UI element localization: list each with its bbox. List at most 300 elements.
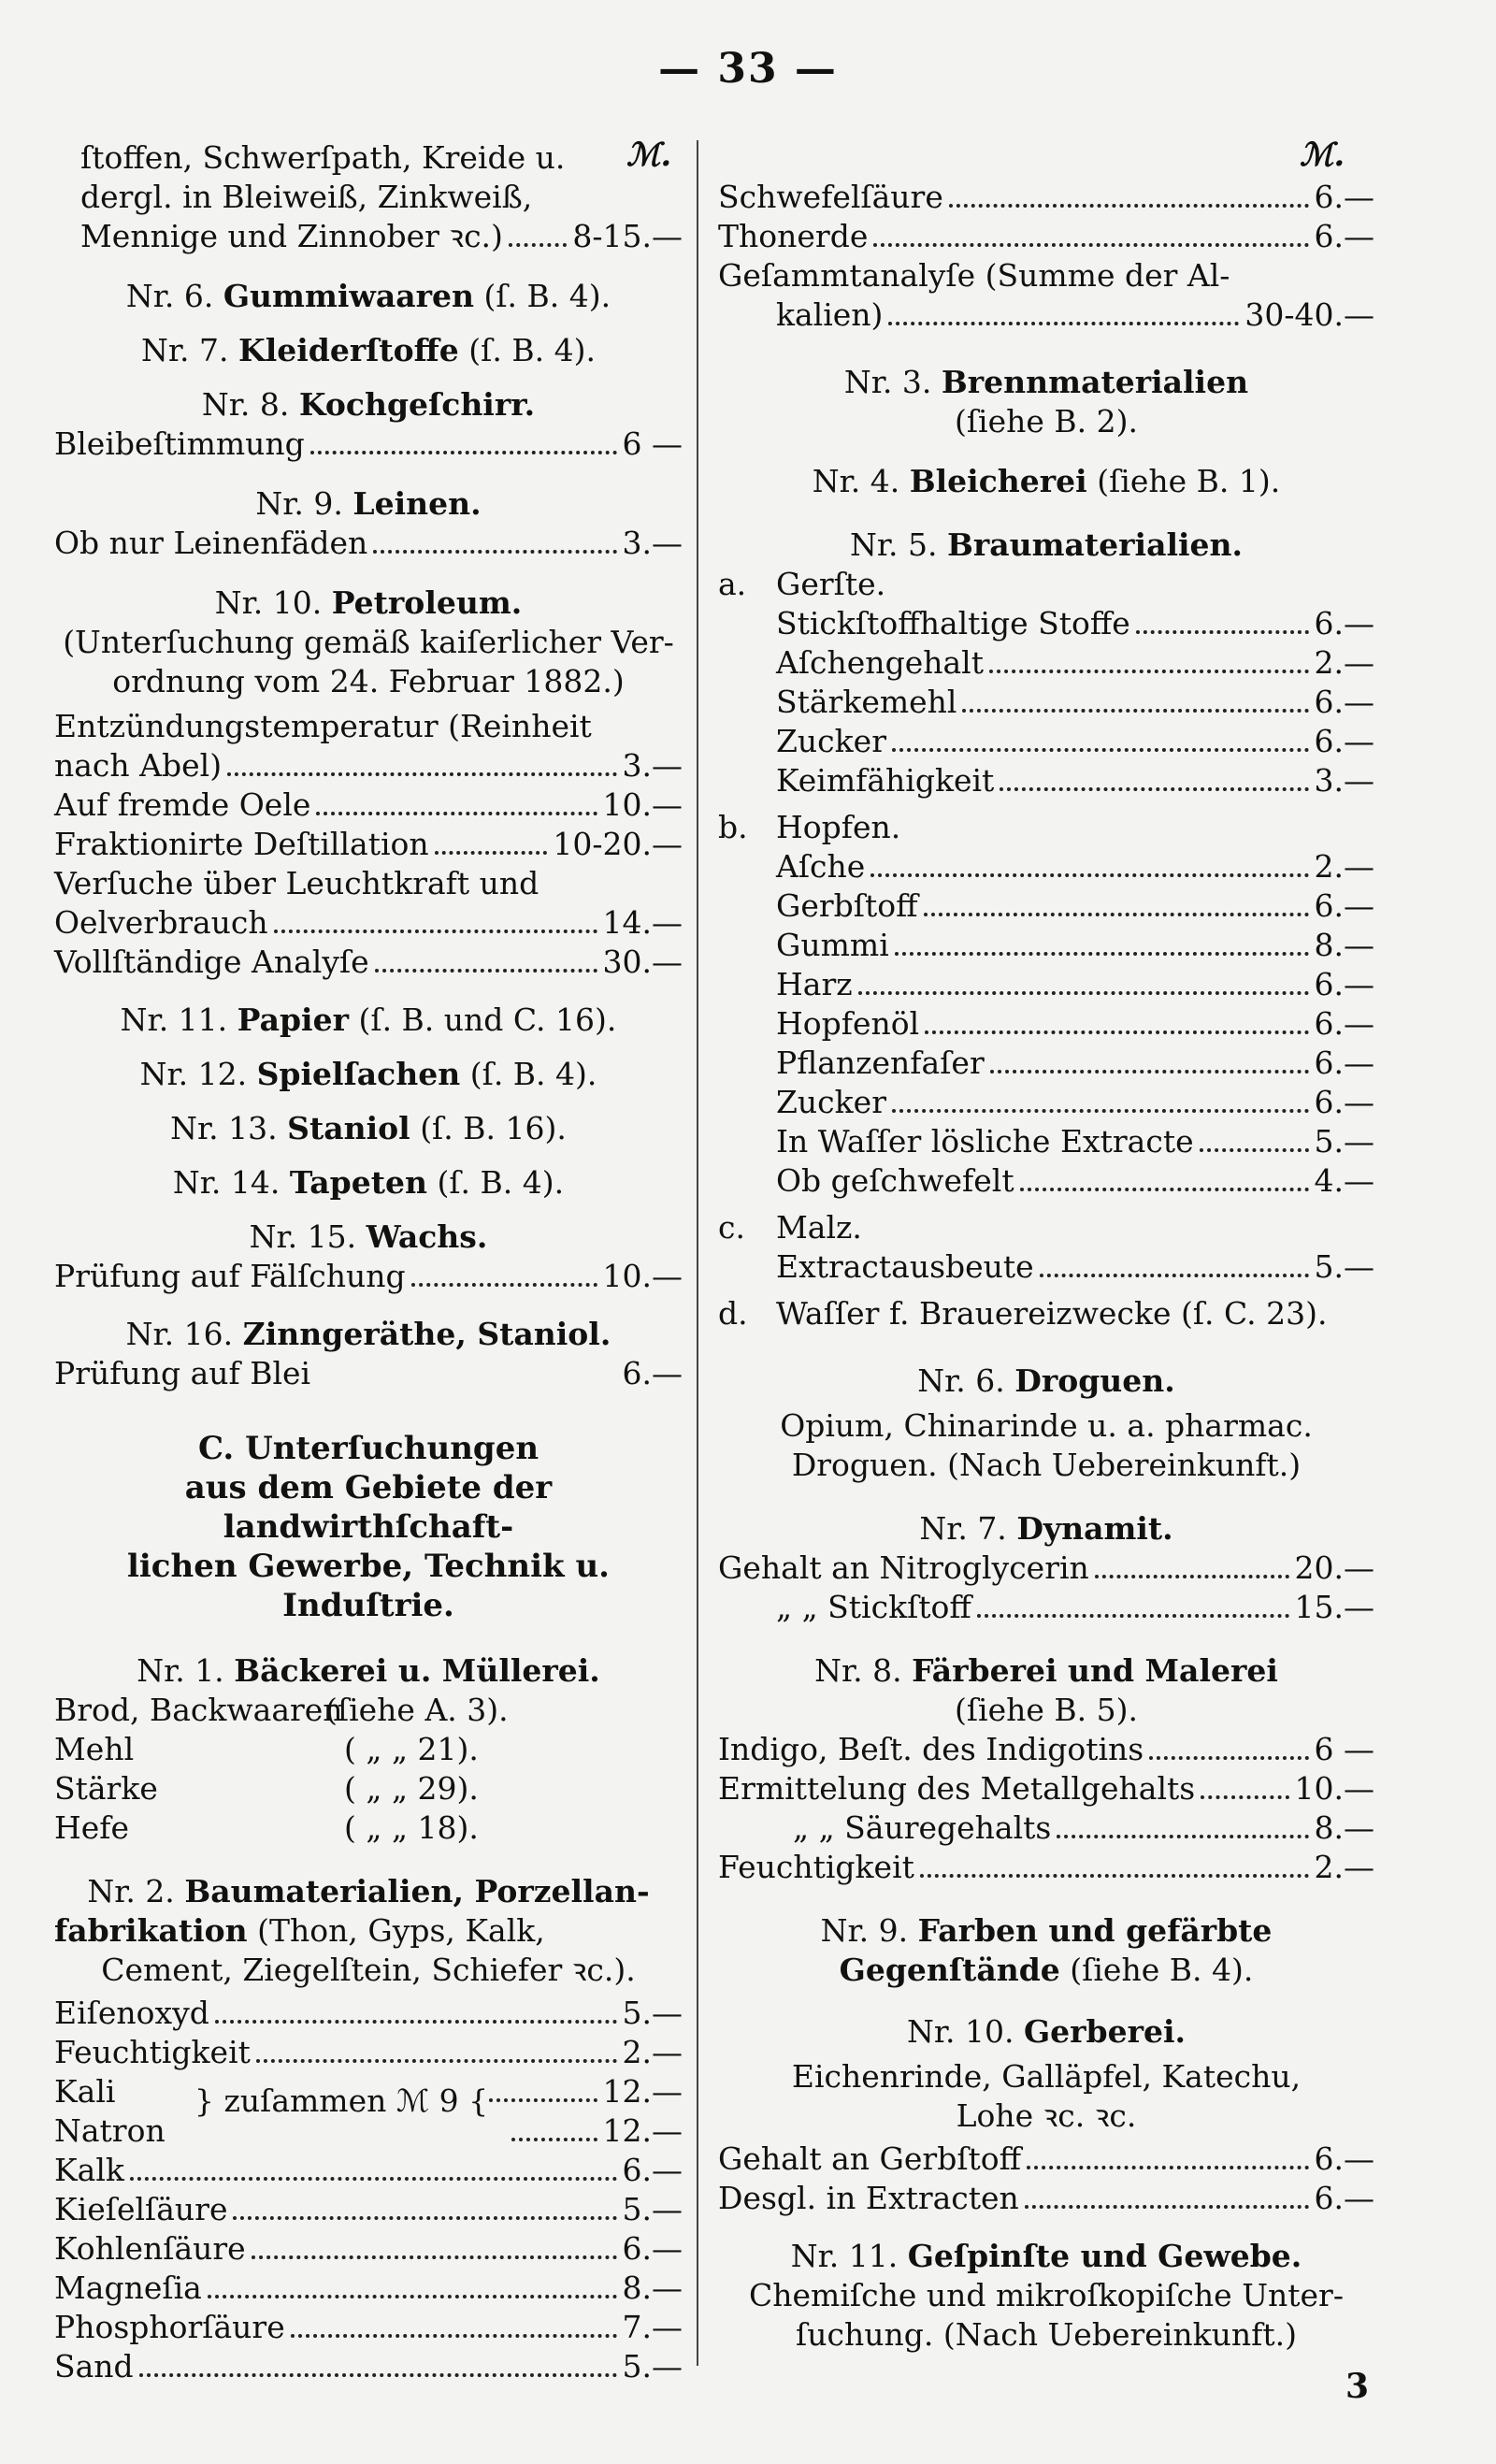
section-number: Nr. 5. (849, 526, 938, 563)
section-number: Nr. 14. (172, 1164, 280, 1201)
section-title: Baumaterialien, Porzellan- (184, 1873, 650, 1909)
section-title: Gummiwaaren (223, 278, 474, 314)
leader-dots (291, 2334, 617, 2338)
section-heading (718, 2237, 1374, 2276)
price-row (718, 1122, 1374, 1161)
leader-dots (1200, 1148, 1309, 1152)
ref-value: ( „ „ 29). (344, 1770, 479, 1807)
price-row (54, 746, 683, 785)
section-heading (54, 1163, 683, 1203)
price-label: Phosphorſäure (54, 2309, 285, 2345)
price-label: Auf fremde Oele (54, 786, 311, 823)
leader-dots (895, 952, 1309, 956)
price-label: Gehalt an Gerbſtoff (718, 2140, 1022, 2177)
leader-dots (892, 748, 1309, 752)
price-value: 6.— (1314, 1084, 1374, 1120)
price-value: 3.— (1314, 762, 1374, 799)
leader-dots (227, 772, 616, 776)
price-row (54, 2347, 683, 2386)
price-label: Ob nur Leinenfäden (54, 525, 368, 561)
section-title: Geſpinſte und Gewebe. (907, 2238, 1302, 2274)
price-row (718, 722, 1374, 761)
price-label: Feuchtigkeit (718, 1849, 914, 1885)
section-c-line: lichen Gewerbe, Technik u. Induſtrie. (126, 1548, 611, 1624)
price-label: kalien) (776, 296, 884, 333)
price-label: Prüfung auf Blei (54, 1355, 311, 1391)
price-value: 6.— (1314, 887, 1374, 924)
price-row (54, 2308, 683, 2347)
price-value: 6.— (1314, 966, 1374, 1002)
price-label: Desgl. in Extracten (718, 2180, 1019, 2216)
price-label: Fraktionirte Deſtillation (54, 826, 429, 862)
section-title: Droguen. (1014, 1362, 1175, 1399)
leader-dots (989, 670, 1309, 673)
left-column (54, 138, 683, 2386)
price-value: 6.— (622, 2230, 683, 2267)
leader-dots (411, 1283, 597, 1287)
price-row (718, 2179, 1374, 2218)
section-title: fabrikation (54, 1912, 248, 1949)
section-text: Droguen. (Nach Uebereinkunft.) (791, 1447, 1302, 1483)
together-note: } zuſammen ℳ 9 { (194, 2082, 489, 2119)
section-heading (54, 1218, 683, 1257)
section-number: Nr. 6. (125, 278, 214, 314)
price-value: 8.— (1314, 1809, 1374, 1846)
leader-dots (1025, 2205, 1309, 2209)
section-number: Nr. 11. (120, 1001, 228, 1038)
section-title: Gerberei. (1023, 2013, 1187, 2050)
price-value: 6.— (1314, 218, 1374, 254)
price-value: 12.— (602, 2073, 683, 2110)
price-value: 10.— (602, 1258, 683, 1294)
price-label: Bleibeſtimmung (54, 425, 305, 462)
section-heading (54, 385, 683, 425)
section-heading (718, 363, 1374, 402)
price-row (54, 2269, 683, 2308)
price-value: 5.— (622, 1995, 683, 2031)
leader-dots (1201, 1795, 1288, 1799)
price-line-start: Verſuche über Leuchtkraft und (54, 865, 539, 901)
leader-dots (1149, 1756, 1308, 1760)
price-label: Ob geſchwefelt (776, 1162, 1014, 1199)
price-value: 6.— (622, 2152, 683, 2188)
subsection-heading (718, 565, 1374, 604)
section-number: Nr. 3. (843, 364, 932, 400)
price-label: Kieſelſäure (54, 2191, 228, 2227)
section-number: Nr. 2. (87, 1873, 175, 1909)
section-text: Chemiſche und mikroſkopiſche Unter- (749, 2277, 1344, 2313)
leader-dots (310, 451, 617, 454)
price-value: 5.— (1314, 1123, 1374, 1160)
subsection-letter: a. (718, 566, 747, 602)
price-value: 6.— (622, 1355, 683, 1391)
price-label: Eiſenoxyd (54, 1995, 209, 2031)
price-label: Feuchtigkeit (54, 2034, 251, 2070)
price-row (718, 965, 1374, 1004)
section-number: Nr. 4. (812, 463, 900, 499)
section-heading-cont (718, 1951, 1374, 1990)
price-value: 5.— (622, 2348, 683, 2385)
price-value: 14.— (602, 904, 683, 941)
section-text: Lohe ꝛc. ꝛc. (956, 2097, 1137, 2134)
section-number: Nr. 15. (249, 1218, 357, 1255)
price-label: Thonerde (718, 218, 869, 254)
price-row (718, 1588, 1374, 1627)
price-row (718, 1161, 1374, 1201)
price-label: Natron (54, 2112, 165, 2149)
price-value: 30.— (602, 944, 683, 980)
column-divider (697, 140, 698, 2366)
section-heading (54, 1055, 683, 1094)
price-label: Aſchengehalt (776, 644, 984, 681)
price-label: Sand (54, 2348, 134, 2385)
price-row (718, 643, 1374, 683)
section-number: Nr. 16. (125, 1316, 234, 1352)
price-row (718, 1808, 1374, 1848)
section-heading (54, 1001, 683, 1040)
section-heading (54, 331, 683, 370)
section-note: (ſ. B. 4). (469, 1056, 597, 1092)
price-label: Oelverbrauch (54, 904, 268, 941)
price-row (54, 425, 683, 464)
price-value: 6 — (622, 425, 683, 462)
section-note: (ſiehe B. 2). (954, 403, 1139, 439)
signature-mark: 3 (1345, 2367, 1369, 2406)
price-row (54, 2229, 683, 2269)
price-label: Stickſtoffhaltige Stoffe (776, 605, 1130, 641)
price-row (54, 1994, 683, 2033)
section-title: Zinngeräthe, Staniol. (242, 1316, 611, 1352)
ref-value: ( „ „ 18). (344, 1809, 479, 1846)
leader-dots (435, 851, 548, 855)
price-label: „ „ Säuregehalts (793, 1809, 1052, 1846)
section-desc (54, 1911, 683, 1951)
section-number: Nr. 1. (137, 1652, 224, 1689)
section-text: ſuchung. (Nach Uebereinkunft.) (796, 2316, 1297, 2353)
price-label: Pflanzenfaſer (776, 1045, 985, 1081)
price-line-start: Entzündungstemperatur (Reinheit (54, 708, 592, 744)
section-c-line: C. Unterſuchungen (197, 1430, 539, 1467)
ref-row (54, 1769, 683, 1808)
leader-dots (977, 1614, 1289, 1618)
price-row (718, 217, 1374, 256)
leader-dots (925, 1030, 1308, 1034)
price-label: Kali (54, 2073, 116, 2110)
section-title: Kleiderſtoffe (238, 332, 459, 368)
price-value: 6.— (1314, 1005, 1374, 1042)
section-number: Nr. 7. (919, 1510, 1007, 1547)
price-row (718, 926, 1374, 965)
subsection-title: Gerſte. (776, 566, 886, 602)
section-heading (54, 1651, 683, 1691)
price-row (54, 943, 683, 982)
leader-dots (509, 243, 567, 247)
section-title: Papier (237, 1001, 349, 1038)
price-label: Kohlenſäure (54, 2230, 246, 2267)
section-heading (54, 1315, 683, 1354)
leader-dots (139, 2373, 617, 2377)
leader-dots (1000, 787, 1308, 791)
price-label: Zucker (776, 1084, 886, 1120)
price-row (718, 1044, 1374, 1083)
price-row (54, 785, 683, 825)
price-row (54, 903, 683, 943)
leader-dots (130, 2177, 617, 2181)
price-label: Mennige und Zinnober ꝛc.) (80, 218, 503, 254)
price-value: 6.— (1314, 684, 1374, 720)
section-note: (ſiehe B. 5). (954, 1692, 1139, 1728)
price-label: Vollſtändige Analyſe (54, 944, 369, 980)
price-label: „ „ Stickſtoff (776, 1589, 971, 1625)
price-value: 6 — (1314, 1731, 1374, 1767)
section-number: Nr. 8. (201, 386, 290, 423)
leader-dots (274, 929, 597, 933)
leader-dots (949, 204, 1309, 208)
price-row (718, 886, 1374, 926)
section-note: (ſ. B. 16). (420, 1110, 567, 1146)
leader-dots (888, 322, 1239, 325)
price-value: 6.— (1314, 2140, 1374, 2177)
leader-dots (489, 2098, 597, 2102)
leader-dots (924, 913, 1309, 916)
section-text: Eichenrinde, Galläpfel, Katechu, (791, 2058, 1302, 2095)
section-title: Staniol (287, 1110, 410, 1146)
price-row (54, 825, 683, 864)
leader-dots (1027, 2166, 1308, 2169)
price-label: Stärkemehl (776, 684, 957, 720)
price-value: 8-15.— (572, 218, 683, 254)
price-value: 5.— (622, 2191, 683, 2227)
price-value: 6.— (1314, 1045, 1374, 1081)
spacer (718, 138, 1374, 178)
price-row (718, 604, 1374, 643)
section-title: Bäckerei u. Müllerei. (234, 1652, 600, 1689)
section-number: Nr. 8. (814, 1652, 902, 1689)
price-label: nach Abel) (54, 747, 223, 784)
price-line-start: Geſammtanalyſe (Summe der Al- (718, 257, 1230, 294)
leader-dots (252, 2255, 617, 2259)
currency-mark-left: ℳ. (626, 137, 672, 174)
leader-dots (1095, 1575, 1289, 1578)
price-label: Gummi (776, 927, 889, 963)
price-row (54, 2151, 683, 2190)
subsection-letter: c. (718, 1209, 745, 1246)
leader-space (316, 1380, 616, 1384)
ref-row (54, 1808, 683, 1848)
price-value: 6.— (1314, 179, 1374, 215)
price-value: 2.— (1314, 1849, 1374, 1885)
leader-dots (1040, 1274, 1309, 1277)
price-value: 8.— (622, 2269, 683, 2306)
price-row (718, 683, 1374, 722)
leader-dots (873, 243, 1308, 247)
section-heading (718, 526, 1374, 565)
section-title: Dynamit. (1016, 1510, 1173, 1547)
section-heading (718, 1362, 1374, 1401)
price-value: 30-40.— (1244, 296, 1374, 333)
section-heading (54, 1872, 683, 1911)
leader-dots (920, 1874, 1309, 1878)
price-label: Ermittelung des Metallgehalts (718, 1770, 1196, 1807)
price-label: Indigo, Beſt. des Indigotins (718, 1731, 1144, 1767)
section-heading (718, 1651, 1374, 1691)
section-heading (54, 1109, 683, 1148)
section-heading (718, 1509, 1374, 1549)
section-desc-text: (Thon, Gyps, Kalk, (257, 1912, 545, 1949)
price-row (54, 2190, 683, 2229)
price-row (718, 1083, 1374, 1122)
section-title: Bleicherei (909, 463, 1087, 499)
price-label: Schwefelſäure (718, 179, 943, 215)
price-label: Keimfähigkeit (776, 762, 995, 799)
price-row (54, 1257, 683, 1296)
section-title: Gegenſtände (839, 1952, 1060, 1988)
leader-dots (962, 709, 1308, 713)
section-title: Wachs. (366, 1218, 488, 1255)
price-row (718, 1247, 1374, 1287)
subsection-heading (718, 808, 1374, 847)
section-heading (54, 584, 683, 623)
price-label: Prüfung auf Fälſchung (54, 1258, 406, 1294)
price-row (54, 524, 683, 563)
leader-dots (233, 2216, 616, 2220)
price-label: Kalk (54, 2152, 124, 2188)
subsection-title: Malz. (776, 1209, 862, 1246)
leader-dots (316, 812, 597, 815)
section-number: Nr. 9. (255, 485, 343, 522)
leader-dots (1136, 630, 1309, 634)
currency-mark-right: ℳ. (1300, 137, 1345, 174)
section-note: (ſ. B. und C. 16). (358, 1001, 617, 1038)
price-label: Aſche (776, 848, 866, 885)
price-value: 10.— (1294, 1770, 1374, 1807)
section-subtitle: (Unterſuchung gemäß kaiſerlicher Ver- (63, 624, 674, 660)
price-row (718, 2140, 1374, 2179)
section-title: Tapeten (289, 1164, 427, 1201)
price-row (718, 1004, 1374, 1044)
price-row (718, 1549, 1374, 1588)
section-number: Nr. 9. (820, 1912, 909, 1949)
section-heading (54, 484, 683, 524)
section-number: Nr. 11. (790, 2238, 899, 2274)
price-row (54, 2033, 683, 2072)
subsection-title: Hopfen. (776, 809, 901, 845)
right-column (718, 138, 1374, 2355)
subsection-heading (718, 1208, 1374, 1247)
price-value: 2.— (1314, 848, 1374, 885)
price-label: Magneſia (54, 2269, 202, 2306)
section-title: Petroleum. (331, 584, 523, 621)
leader-dots (373, 550, 616, 554)
price-value: 2.— (622, 2034, 683, 2070)
section-heading (718, 462, 1374, 501)
leader-dots (1020, 1188, 1309, 1191)
ref-label: Hefe (54, 1809, 130, 1846)
price-label: Zucker (776, 723, 886, 759)
intro-line: ſtoffen, Schwerſpath, Kreide u. (80, 139, 566, 176)
section-number: Nr. 12. (139, 1056, 248, 1092)
section-note: (ſ. B. 4). (437, 1164, 565, 1201)
section-subtitle: ordnung vom 24. Februar 1882.) (112, 663, 625, 699)
price-label: Hopfenöl (776, 1005, 920, 1042)
ref-row (54, 1730, 683, 1769)
section-desc-text: Cement, Ziegelſtein, Schiefer ꝛc.). (101, 1952, 636, 1988)
section-note: (ſiehe B. 1). (1097, 463, 1281, 499)
price-value: 2.— (1314, 644, 1374, 681)
price-label: In Waſſer lösliche Extracte (776, 1123, 1194, 1160)
section-text: Opium, Chinarinde u. a. pharmac. (780, 1407, 1313, 1444)
price-value: 10-20.— (553, 826, 683, 862)
section-note: (ſ. B. 4). (468, 332, 596, 368)
price-row (718, 847, 1374, 886)
ref-value: (ſiehe A. 3). (325, 1692, 509, 1728)
section-heading (718, 2012, 1374, 2052)
price-value: 7.— (622, 2309, 683, 2345)
price-row (80, 217, 683, 256)
subsection-title: Waſſer f. Brauereizwecke (ſ. C. 23). (776, 1295, 1328, 1332)
price-row (718, 295, 1374, 335)
price-value: 3.— (622, 747, 683, 784)
kali-natron-block (54, 2072, 683, 2151)
price-value: 12.— (602, 2112, 683, 2149)
leader-dots (511, 2138, 597, 2141)
section-title: Braumaterialien. (946, 526, 1244, 563)
intro-line: dergl. in Bleiweiß, Zinkweiß, (80, 179, 533, 215)
subsection-letter: d. (718, 1295, 748, 1332)
subsection-heading (718, 1294, 1374, 1333)
price-value: 6.— (1314, 2180, 1374, 2216)
leader-dots (215, 2020, 617, 2024)
leader-dots (892, 1109, 1309, 1113)
section-title: Leinen. (352, 485, 482, 522)
ref-row (54, 1691, 683, 1730)
price-value: 5.— (1314, 1248, 1374, 1285)
section-title: Brennmaterialien (941, 364, 1249, 400)
price-row (718, 178, 1374, 217)
price-value: 6.— (1314, 605, 1374, 641)
section-note: (ſiehe B. 4). (1070, 1952, 1254, 1988)
section-note: (ſ. B. 4). (483, 278, 611, 314)
leader-dots (990, 1070, 1309, 1073)
ref-label: Mehl (54, 1731, 135, 1767)
ref-label: Stärke (54, 1770, 158, 1807)
section-number: Nr. 7. (141, 332, 229, 368)
section-c-line: aus dem Gebiete der landwirthſchaft- (184, 1469, 553, 1546)
price-value: 3.— (622, 525, 683, 561)
price-row (54, 1354, 683, 1393)
price-label: Extractausbeute (776, 1248, 1034, 1285)
section-number: Nr. 10. (214, 584, 323, 621)
section-heading (718, 1911, 1374, 1951)
section-title: Spielſachen (256, 1056, 461, 1092)
price-value: 6.— (1314, 723, 1374, 759)
section-number: Nr. 13. (170, 1110, 278, 1146)
price-value: 4.— (1314, 1162, 1374, 1199)
page-number: — 33 — (658, 45, 838, 93)
leader-dots (256, 2059, 617, 2063)
section-title: Farben und gefärbte (917, 1912, 1273, 1949)
leader-dots (1057, 1835, 1308, 1838)
price-value: 10.— (602, 786, 683, 823)
leader-dots (858, 991, 1309, 995)
price-value: 8.— (1314, 927, 1374, 963)
section-heading (54, 277, 683, 316)
price-value: 15.— (1294, 1589, 1374, 1625)
price-row (718, 1730, 1374, 1769)
subsection-letter: b. (718, 809, 748, 845)
ref-value: ( „ „ 21). (344, 1731, 479, 1767)
ref-label: Brod, Backwaaren (54, 1692, 343, 1728)
